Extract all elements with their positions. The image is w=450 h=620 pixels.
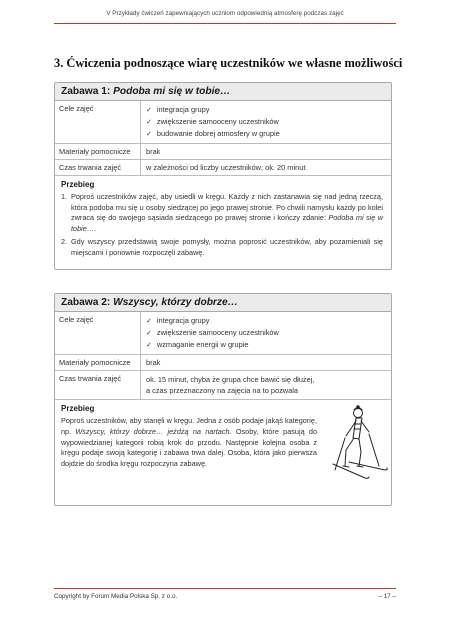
duration-line: a czas przeznaczony na zajęcia na to pozwala [146, 386, 299, 395]
duration-value: w zależności od liczby uczestników; ok. 20 minut [146, 163, 306, 172]
running-header: V Przykłady ćwiczeń zapewniających uczniom odpowiednią atmosferę podczas zajęć [106, 10, 344, 17]
exercise-2-title-prefix: Zabawa 2: [61, 297, 114, 308]
page-number: – 17 – [378, 593, 396, 600]
exercise-box-1 [54, 82, 392, 270]
step-number: 1. [61, 192, 68, 201]
exercise-2-materials-row [55, 355, 391, 371]
materials-label: Materiały pomocnicze [55, 355, 141, 370]
goal-item: ✓ integracja grupy [146, 315, 386, 327]
goal-item: ✓ integracja grupy [146, 104, 386, 116]
skier-icon [329, 404, 389, 480]
step-text [71, 192, 383, 234]
exercise-2-title-name: Wszyscy, którzy dobrze… [113, 297, 238, 308]
exercise-2-title [55, 294, 391, 312]
para-end: Osoby, które pasują do wypowiedzianej kategorii robią krok do przodu. Następnie kolejna osoba z kręgu podaje swoją kategorię i zabawa trwa dalej. Osoba, która jako pierwsza dojdzie do środka kręgu rozpoczyna zabawę. [61, 426, 318, 469]
goal-item: ✓ budowanie dobrej atmosfery w grupie [146, 128, 386, 140]
footer-rule [54, 588, 396, 589]
exercise-1-goals-row [55, 101, 391, 144]
step-1-end: . [94, 223, 97, 233]
goal-item: ✓ wzmaganie energii w grupie [146, 339, 386, 351]
section-title: 3. Ćwiczenia podnoszące wiarę uczestników we własne możliwości [54, 56, 403, 70]
exercise-2-goals-row [55, 312, 391, 355]
step-1-italic: Podoba mi się w tobie… [71, 213, 383, 233]
footer-copyright: Copyright by Forum Media Polska Sp. z o.o. [54, 593, 178, 600]
materials-value: brak [146, 147, 161, 156]
materials-value: brak [146, 358, 161, 367]
step-number: 2. [61, 237, 68, 247]
step-1-text: Poproś uczestników zajęć, aby usiedli w kręgu. Każdy z nich zastanawia się nad jedną rzeczą, która podoba mu się u osoby siedzącej po jego prawej stronie. Po chwili namysłu każdy po kolei zwraca się do swojego sąsiada siedzącego po prawej stronie i kończy zdanie: [71, 192, 383, 223]
exercise-1-title-prefix: Zabawa 1: [61, 86, 114, 97]
goal-item: ✓ zwiększenie samooceny uczestników [146, 327, 386, 339]
procedure-step [61, 192, 383, 234]
step-2-text: Gdy wszyscy przedstawią swoje pomysły, można poprosić uczestników, aby pozamieniali się miejscami i ponownie rozpoczęli zabawę. [71, 237, 383, 257]
header-rule [54, 23, 396, 24]
materials-label: Materiały pomocnicze [55, 144, 141, 159]
goals-value [141, 101, 391, 143]
exercise-1-title-name: Podoba mi się w tobie… [113, 86, 231, 97]
goals-label: Cele zajęć [55, 101, 141, 143]
procedure-label: Przebieg [61, 180, 95, 189]
procedure-label: Przebieg [61, 404, 95, 413]
exercise-1-duration-row [55, 160, 391, 176]
duration-label: Czas trwania zajęć [55, 160, 141, 175]
exercise-1-materials-row [55, 144, 391, 160]
goals-label: Cele zajęć [55, 312, 141, 354]
duration-label: Czas trwania zajęć [55, 371, 141, 399]
exercise-box-2 [54, 293, 392, 506]
procedure-paragraph [55, 416, 323, 470]
goals-value [141, 312, 391, 354]
duration-value [141, 371, 391, 399]
goal-item: ✓ zwiększenie samooceny uczestników [146, 116, 386, 128]
para-italic: Wszyscy, którzy dobrze… jeżdżą na nartach. [75, 426, 232, 436]
duration-line: ok. 15 minut, chyba że grupa chce bawić się dłużej, [146, 375, 315, 384]
exercise-2-duration-row [55, 371, 391, 400]
procedure-steps [55, 192, 391, 259]
procedure-step [61, 237, 383, 258]
para-start: Poproś uczestników, aby stanęli w kręgu. Jedna z osób podaje jakąś kategorię, np. [61, 416, 317, 436]
exercise-1-title [55, 83, 391, 101]
